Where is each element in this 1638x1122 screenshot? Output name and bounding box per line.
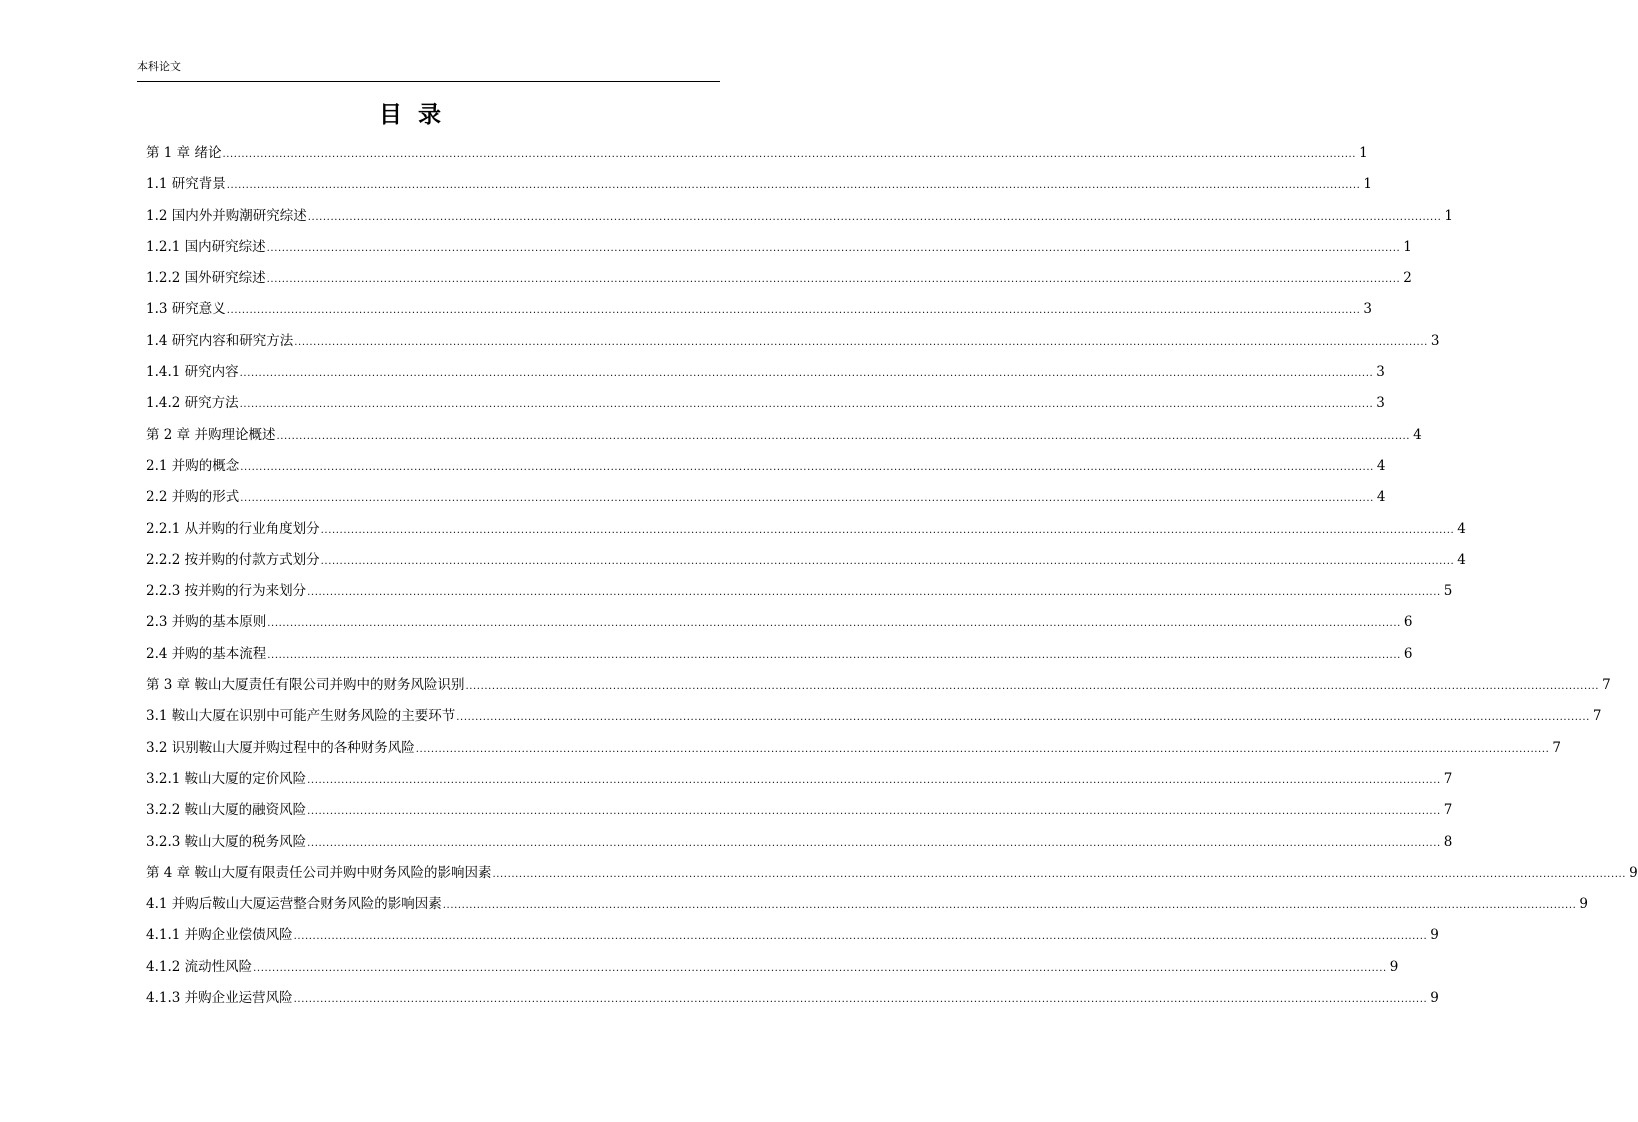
toc-entry-page-number: 2 [1403, 270, 1412, 287]
toc-entry-title: 3.2.3 鞍山大厦的税务风险 [146, 833, 307, 850]
toc-entry-page-number: 6 [1403, 614, 1413, 631]
toc-entry-page-number: 3 [1363, 301, 1372, 318]
toc-entry-page-number: 3 [1376, 395, 1385, 412]
toc-dot-leader: ............................................................................................................................................................................................................................................................................................................ [465, 681, 1600, 693]
toc-dot-leader: ............................................................................................................................................................................................................................................................................................................ [307, 211, 1442, 223]
toc-entry-page-number: 4 [1413, 426, 1422, 443]
toc-entry[interactable] [146, 986, 1439, 1017]
toc-entry[interactable] [146, 391, 1385, 422]
toc-entry-title: 2.3 并购的基本原则 [146, 614, 267, 631]
toc-entry[interactable] [146, 610, 1413, 641]
toc-dot-leader: ............................................................................................................................................................................................................................................................................................................ [293, 994, 1428, 1006]
toc-entry-title: 第 3 章 鞍山大厦责任有限公司并购中的财务风险识别 [146, 677, 465, 694]
toc-entry-title: 3.1 鞍山大厦在识别中可能产生财务风险的主要环节 [146, 708, 456, 725]
running-header: 本科论文 [137, 60, 181, 73]
toc-entry-title: 1.2.2 国外研究综述 [146, 270, 266, 287]
toc-entry-title: 2.1 并购的概念 [146, 457, 240, 474]
toc-entry[interactable] [146, 141, 1368, 172]
toc-entry-page-number: 3 [1376, 364, 1385, 381]
toc-entry-title: 3.2.1 鞍山大厦的定价风险 [146, 770, 307, 787]
toc-dot-leader: ............................................................................................................................................................................................................................................................................................................ [240, 461, 1374, 473]
toc-dot-leader: ............................................................................................................................................................................................................................................................................................................ [253, 962, 1387, 974]
toc-dot-leader: ............................................................................................................................................................................................................................................................................................................ [307, 837, 1441, 849]
toc-entry-page-number: 7 [1592, 708, 1602, 725]
toc-entry-title: 3.2.2 鞍山大厦的融资风险 [146, 802, 307, 819]
toc-entry[interactable] [146, 798, 1453, 829]
toc-entry-page-number: 7 [1602, 677, 1611, 694]
toc-entry[interactable] [146, 673, 1611, 704]
toc-entry[interactable] [146, 923, 1439, 954]
toc-dot-leader: ............................................................................................................................................................................................................................................................................................................ [415, 743, 1550, 755]
toc-entry-page-number: 5 [1443, 583, 1453, 600]
toc-dot-leader: ............................................................................................................................................................................................................................................................................................................ [442, 900, 1577, 912]
toc-entry-title: 4.1.3 并购企业运营风险 [146, 990, 293, 1007]
toc-entry[interactable] [146, 892, 1588, 923]
toc-entry-page-number: 1 [1403, 238, 1412, 255]
toc-dot-leader: ............................................................................................................................................................................................................................................................................................................ [307, 587, 1441, 599]
toc-dot-leader: ............................................................................................................................................................................................................................................................................................................ [293, 931, 1428, 943]
toc-entry-title: 1.1 研究背景 [146, 176, 226, 193]
header-rule [137, 81, 720, 82]
toc-entry[interactable] [146, 329, 1440, 360]
toc-entry-page-number: 4 [1376, 489, 1386, 506]
toc-entry[interactable] [146, 767, 1453, 798]
toc-entry-title: 1.4.2 研究方法 [146, 395, 239, 412]
toc-dot-leader: ............................................................................................................................................................................................................................................................................................................ [307, 806, 1441, 818]
toc-entry-title: 3.2 识别鞍山大厦并购过程中的各种财务风险 [146, 739, 415, 756]
toc-entry[interactable] [146, 266, 1412, 297]
toc-entry-page-number: 1 [1363, 176, 1372, 193]
toc-entry-title: 1.3 研究意义 [146, 301, 226, 318]
toc-dot-leader: ............................................................................................................................................................................................................................................................................................................ [240, 493, 1374, 505]
toc-dot-leader: ............................................................................................................................................................................................................................................................................................................ [226, 180, 1361, 192]
toc-dot-leader: ............................................................................................................................................................................................................................................................................................................ [320, 524, 1455, 536]
toc-entry-page-number: 7 [1443, 770, 1453, 787]
toc-entry[interactable] [146, 642, 1413, 673]
toc-entry[interactable] [146, 204, 1453, 235]
toc-entry[interactable] [146, 454, 1386, 485]
toc-dot-leader: ............................................................................................................................................................................................................................................................................................................ [226, 305, 1361, 317]
toc-entry[interactable] [146, 830, 1453, 861]
toc-entry-page-number: 9 [1629, 864, 1638, 881]
toc-entry-title: 第 2 章 并购理论概述 [146, 426, 276, 443]
toc-entry[interactable] [146, 172, 1372, 203]
toc-entry[interactable] [146, 423, 1422, 454]
toc-entry[interactable] [146, 517, 1466, 548]
toc-entry-page-number: 9 [1389, 958, 1399, 975]
toc-entry-page-number: 4 [1457, 551, 1466, 568]
toc-title: 目录 [379, 102, 457, 128]
toc-dot-leader: ............................................................................................................................................................................................................................................................................................................ [307, 774, 1441, 786]
toc-entry-page-number: 1 [1359, 145, 1368, 161]
toc-entry-title: 2.2 并购的形式 [146, 489, 240, 506]
toc-entry-title: 第 1 章 绪论 [146, 145, 222, 161]
toc-entry-page-number: 7 [1552, 739, 1561, 756]
toc-dot-leader: ............................................................................................................................................................................................................................................................................................................ [320, 555, 1455, 567]
toc-entry-page-number: 1 [1444, 207, 1453, 224]
toc-entry-title: 4.1.1 并购企业偿债风险 [146, 927, 293, 944]
toc-entry-title: 1.2 国内外并购潮研究综述 [146, 207, 307, 224]
toc-entry-title: 2.2.1 从并购的行业角度划分 [146, 520, 320, 537]
toc-entry-page-number: 9 [1430, 990, 1439, 1007]
toc-dot-leader: ............................................................................................................................................................................................................................................................................................................ [267, 649, 1401, 661]
toc-entry-title: 2.2.2 按并购的付款方式划分 [146, 551, 320, 568]
toc-entry[interactable] [146, 736, 1561, 767]
toc-entry[interactable] [146, 235, 1412, 266]
toc-entry-page-number: 3 [1430, 332, 1440, 349]
toc-entry-title: 2.2.3 按并购的行为来划分 [146, 583, 307, 600]
toc-entry-page-number: 7 [1443, 802, 1453, 819]
toc-entry[interactable] [146, 704, 1602, 735]
toc-entry-title: 1.2.1 国内研究综述 [146, 238, 266, 255]
toc-dot-leader: ............................................................................................................................................................................................................................................................................................................ [266, 242, 1401, 254]
toc-dot-leader: ............................................................................................................................................................................................................................................................................................................ [276, 430, 1411, 442]
toc-entry[interactable] [146, 360, 1385, 391]
toc-entry-title: 2.4 并购的基本流程 [146, 645, 267, 662]
toc-entry[interactable] [146, 861, 1638, 892]
toc-dot-leader: ............................................................................................................................................................................................................................................................................................................ [267, 618, 1401, 630]
toc-entry-title: 1.4 研究内容和研究方法 [146, 332, 294, 349]
toc-entry[interactable] [146, 485, 1386, 516]
toc-dot-leader: ............................................................................................................................................................................................................................................................................................................ [239, 368, 1374, 380]
toc-entry-page-number: 9 [1430, 927, 1439, 944]
toc-entry[interactable] [146, 955, 1399, 986]
toc-entry-page-number: 4 [1376, 457, 1386, 474]
toc-entry-title: 4.1 并购后鞍山大厦运营整合财务风险的影响因素 [146, 896, 442, 913]
toc-entry-page-number: 8 [1443, 833, 1453, 850]
table-of-contents [146, 141, 1638, 1017]
toc-entry-title: 1.4.1 研究内容 [146, 364, 239, 381]
toc-entry-page-number: 4 [1457, 520, 1466, 537]
toc-dot-leader: ............................................................................................................................................................................................................................................................................................................ [492, 868, 1627, 880]
toc-dot-leader: ............................................................................................................................................................................................................................................................................................................ [222, 149, 1357, 160]
toc-entry[interactable] [146, 548, 1466, 579]
toc-entry[interactable] [146, 579, 1453, 610]
toc-dot-leader: ............................................................................................................................................................................................................................................................................................................ [456, 712, 1590, 724]
toc-entry-page-number: 6 [1403, 645, 1413, 662]
toc-entry[interactable] [146, 297, 1372, 328]
toc-entry-title: 第 4 章 鞍山大厦有限责任公司并购中财务风险的影响因素 [146, 864, 492, 881]
toc-dot-leader: ............................................................................................................................................................................................................................................................................................................ [266, 274, 1401, 286]
toc-entry-title: 4.1.2 流动性风险 [146, 958, 253, 975]
toc-dot-leader: ............................................................................................................................................................................................................................................................................................................ [239, 399, 1374, 411]
toc-entry-page-number: 9 [1579, 896, 1588, 913]
toc-dot-leader: ............................................................................................................................................................................................................................................................................................................ [294, 336, 1428, 348]
